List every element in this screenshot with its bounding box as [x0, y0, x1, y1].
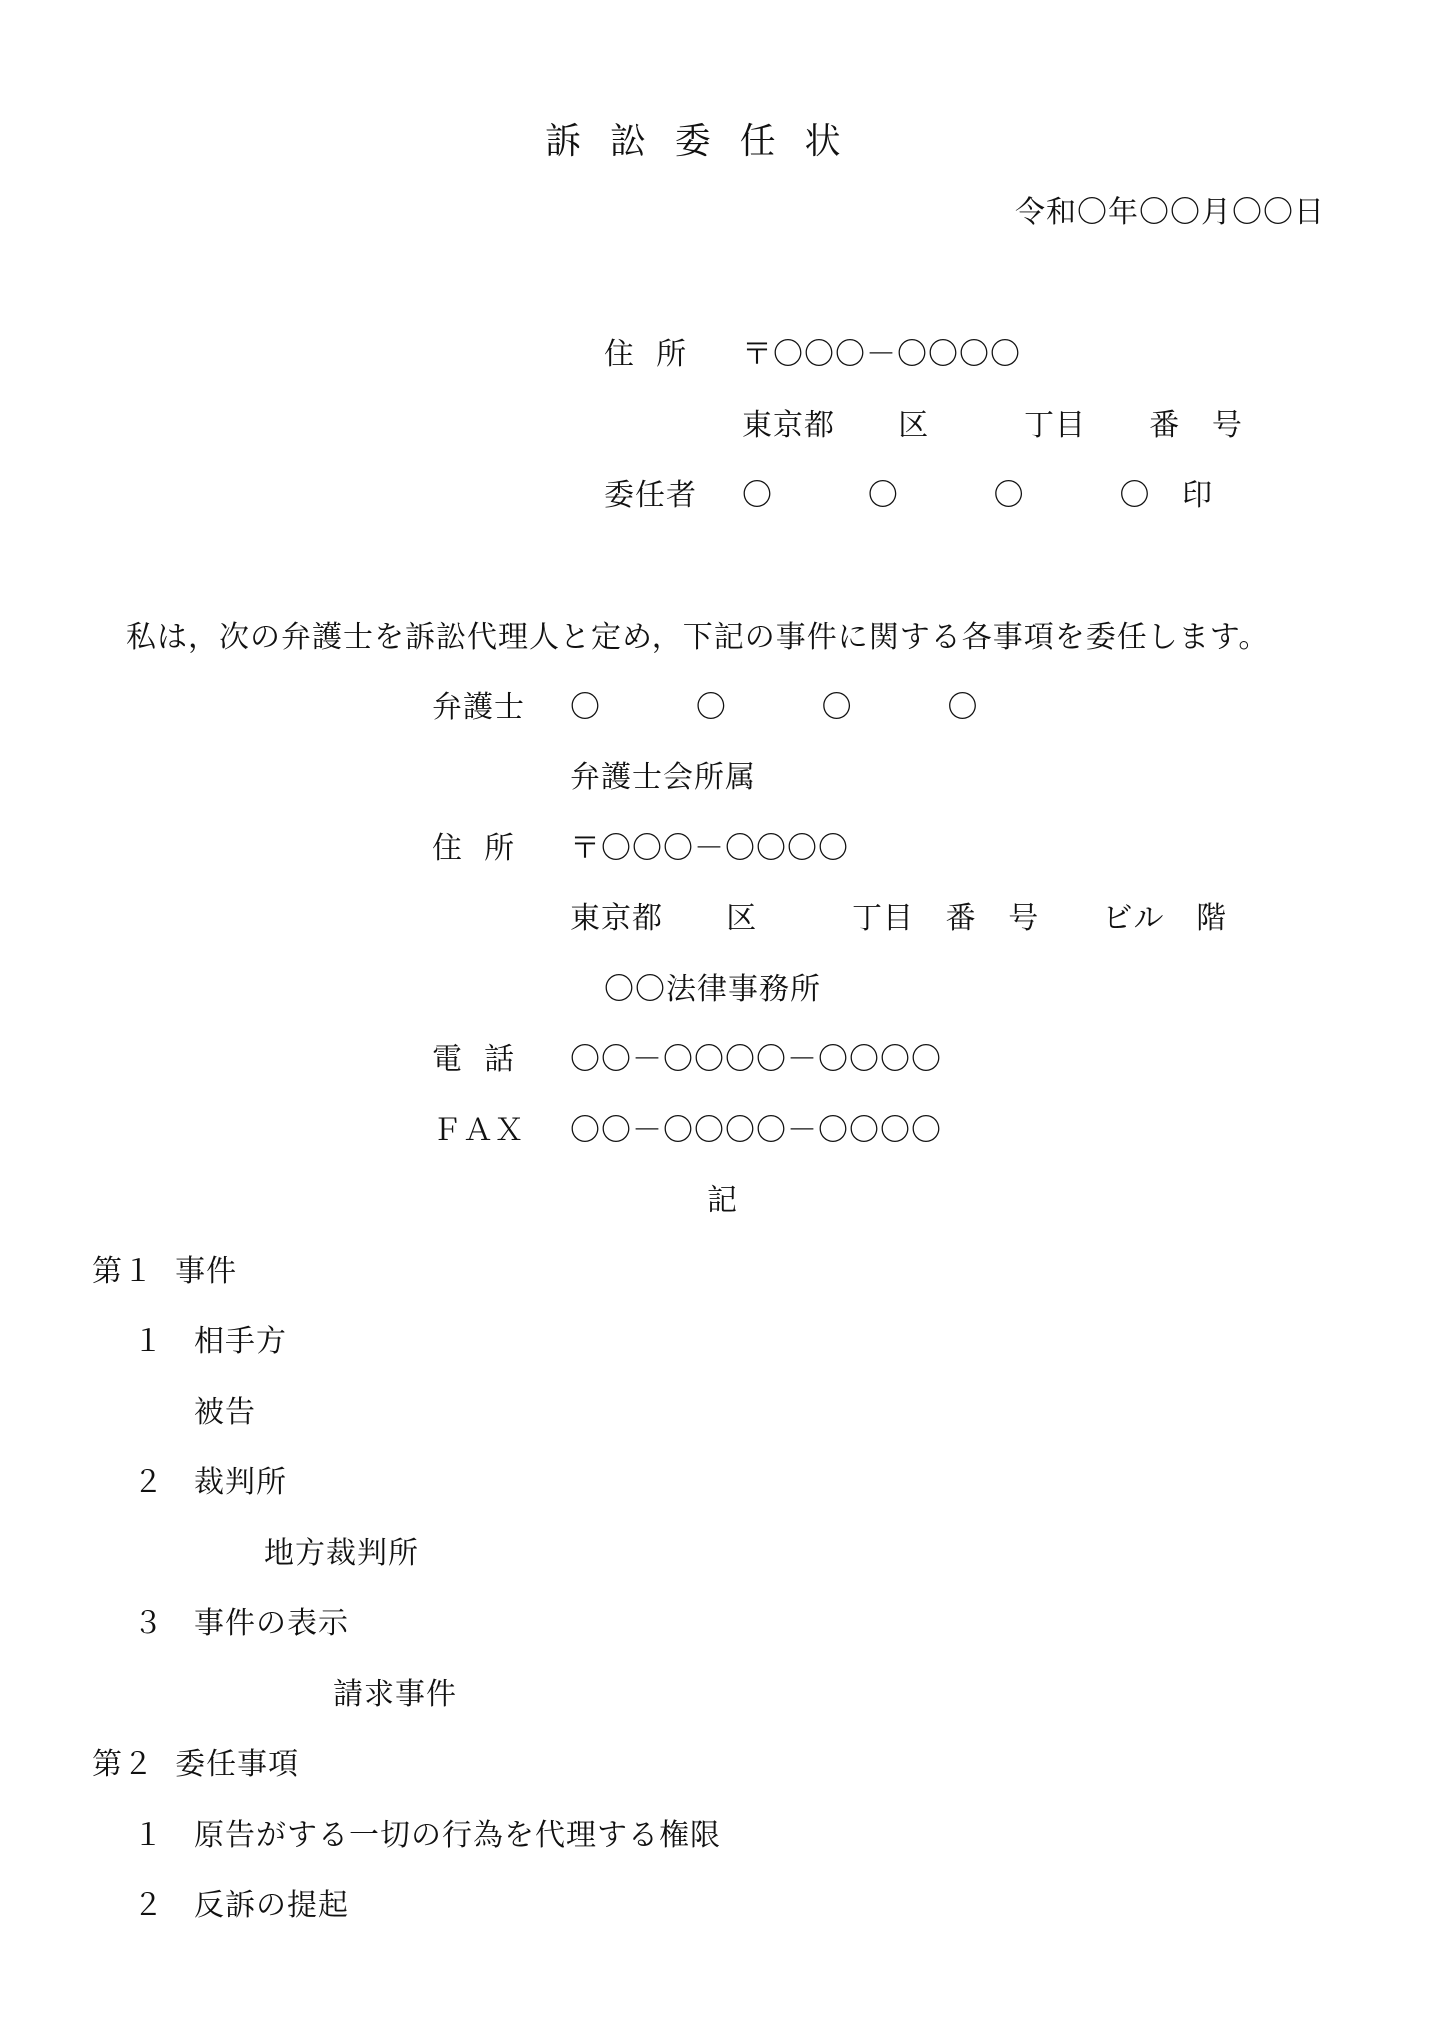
- section1-item3-title: 事件の表示: [194, 1606, 349, 1641]
- section1-item3-value: 請求事件: [333, 1677, 457, 1712]
- attorney-name: 〇 〇 〇 〇: [570, 690, 979, 725]
- attorney-fax: 〇〇－〇〇〇〇－〇〇〇〇: [570, 1113, 942, 1148]
- section1-item1-value: 被告: [194, 1395, 256, 1430]
- section1-item2-number: ２: [133, 1465, 164, 1500]
- principal-name-seal: 〇 〇 〇 〇 印: [742, 478, 1214, 513]
- section1-item3-number: ３: [133, 1606, 164, 1641]
- principal-postal-code: 〒〇〇〇－〇〇〇〇: [742, 337, 1021, 372]
- attorney-postal-code: 〒〇〇〇－〇〇〇〇: [570, 831, 849, 866]
- section1-item1-number: １: [133, 1324, 164, 1359]
- law-office-name: 〇〇法律事務所: [604, 972, 821, 1007]
- section1-item2-title: 裁判所: [194, 1465, 287, 1500]
- attorney-fax-label: ＦＡＸ: [432, 1113, 525, 1148]
- section1-heading: 第１ 事件: [92, 1254, 238, 1289]
- section2-item2-number: ２: [133, 1888, 164, 1923]
- section2-item2-text: 反訴の提起: [194, 1888, 349, 1923]
- attorney-bar-association: 弁護士会所属: [570, 760, 756, 795]
- principal-address-label: 住 所: [604, 337, 688, 372]
- principal-address: 東京都 区 丁目 番 号: [742, 408, 1243, 443]
- attorney-address: 東京都 区 丁目 番 号 ビル 階: [570, 901, 1228, 936]
- ki-heading: 記: [707, 1183, 738, 1218]
- section1-item1-title: 相手方: [194, 1324, 287, 1359]
- section2-item1-text: 原告がする一切の行為を代理する権限: [194, 1818, 721, 1853]
- delegation-statement: 私は，次の弁護士を訴訟代理人と定め，下記の事件に関する各事項を委任します。: [126, 620, 1270, 655]
- attorney-tel: 〇〇－〇〇〇〇－〇〇〇〇: [570, 1042, 942, 1077]
- attorney-address-label: 住 所: [432, 831, 516, 866]
- principal-name-label: 委任者: [604, 478, 697, 513]
- section2-item1-number: １: [133, 1818, 164, 1853]
- attorney-label: 弁護士: [432, 690, 525, 725]
- section1-item2-value: 地方裁判所: [264, 1536, 419, 1571]
- attorney-tel-label: 電 話: [432, 1042, 516, 1077]
- document-title: 訴 訟 委 任 状: [545, 121, 843, 162]
- section2-heading: 第２ 委任事項: [92, 1747, 300, 1782]
- document-date: 令和〇年〇〇月〇〇日: [1015, 195, 1325, 230]
